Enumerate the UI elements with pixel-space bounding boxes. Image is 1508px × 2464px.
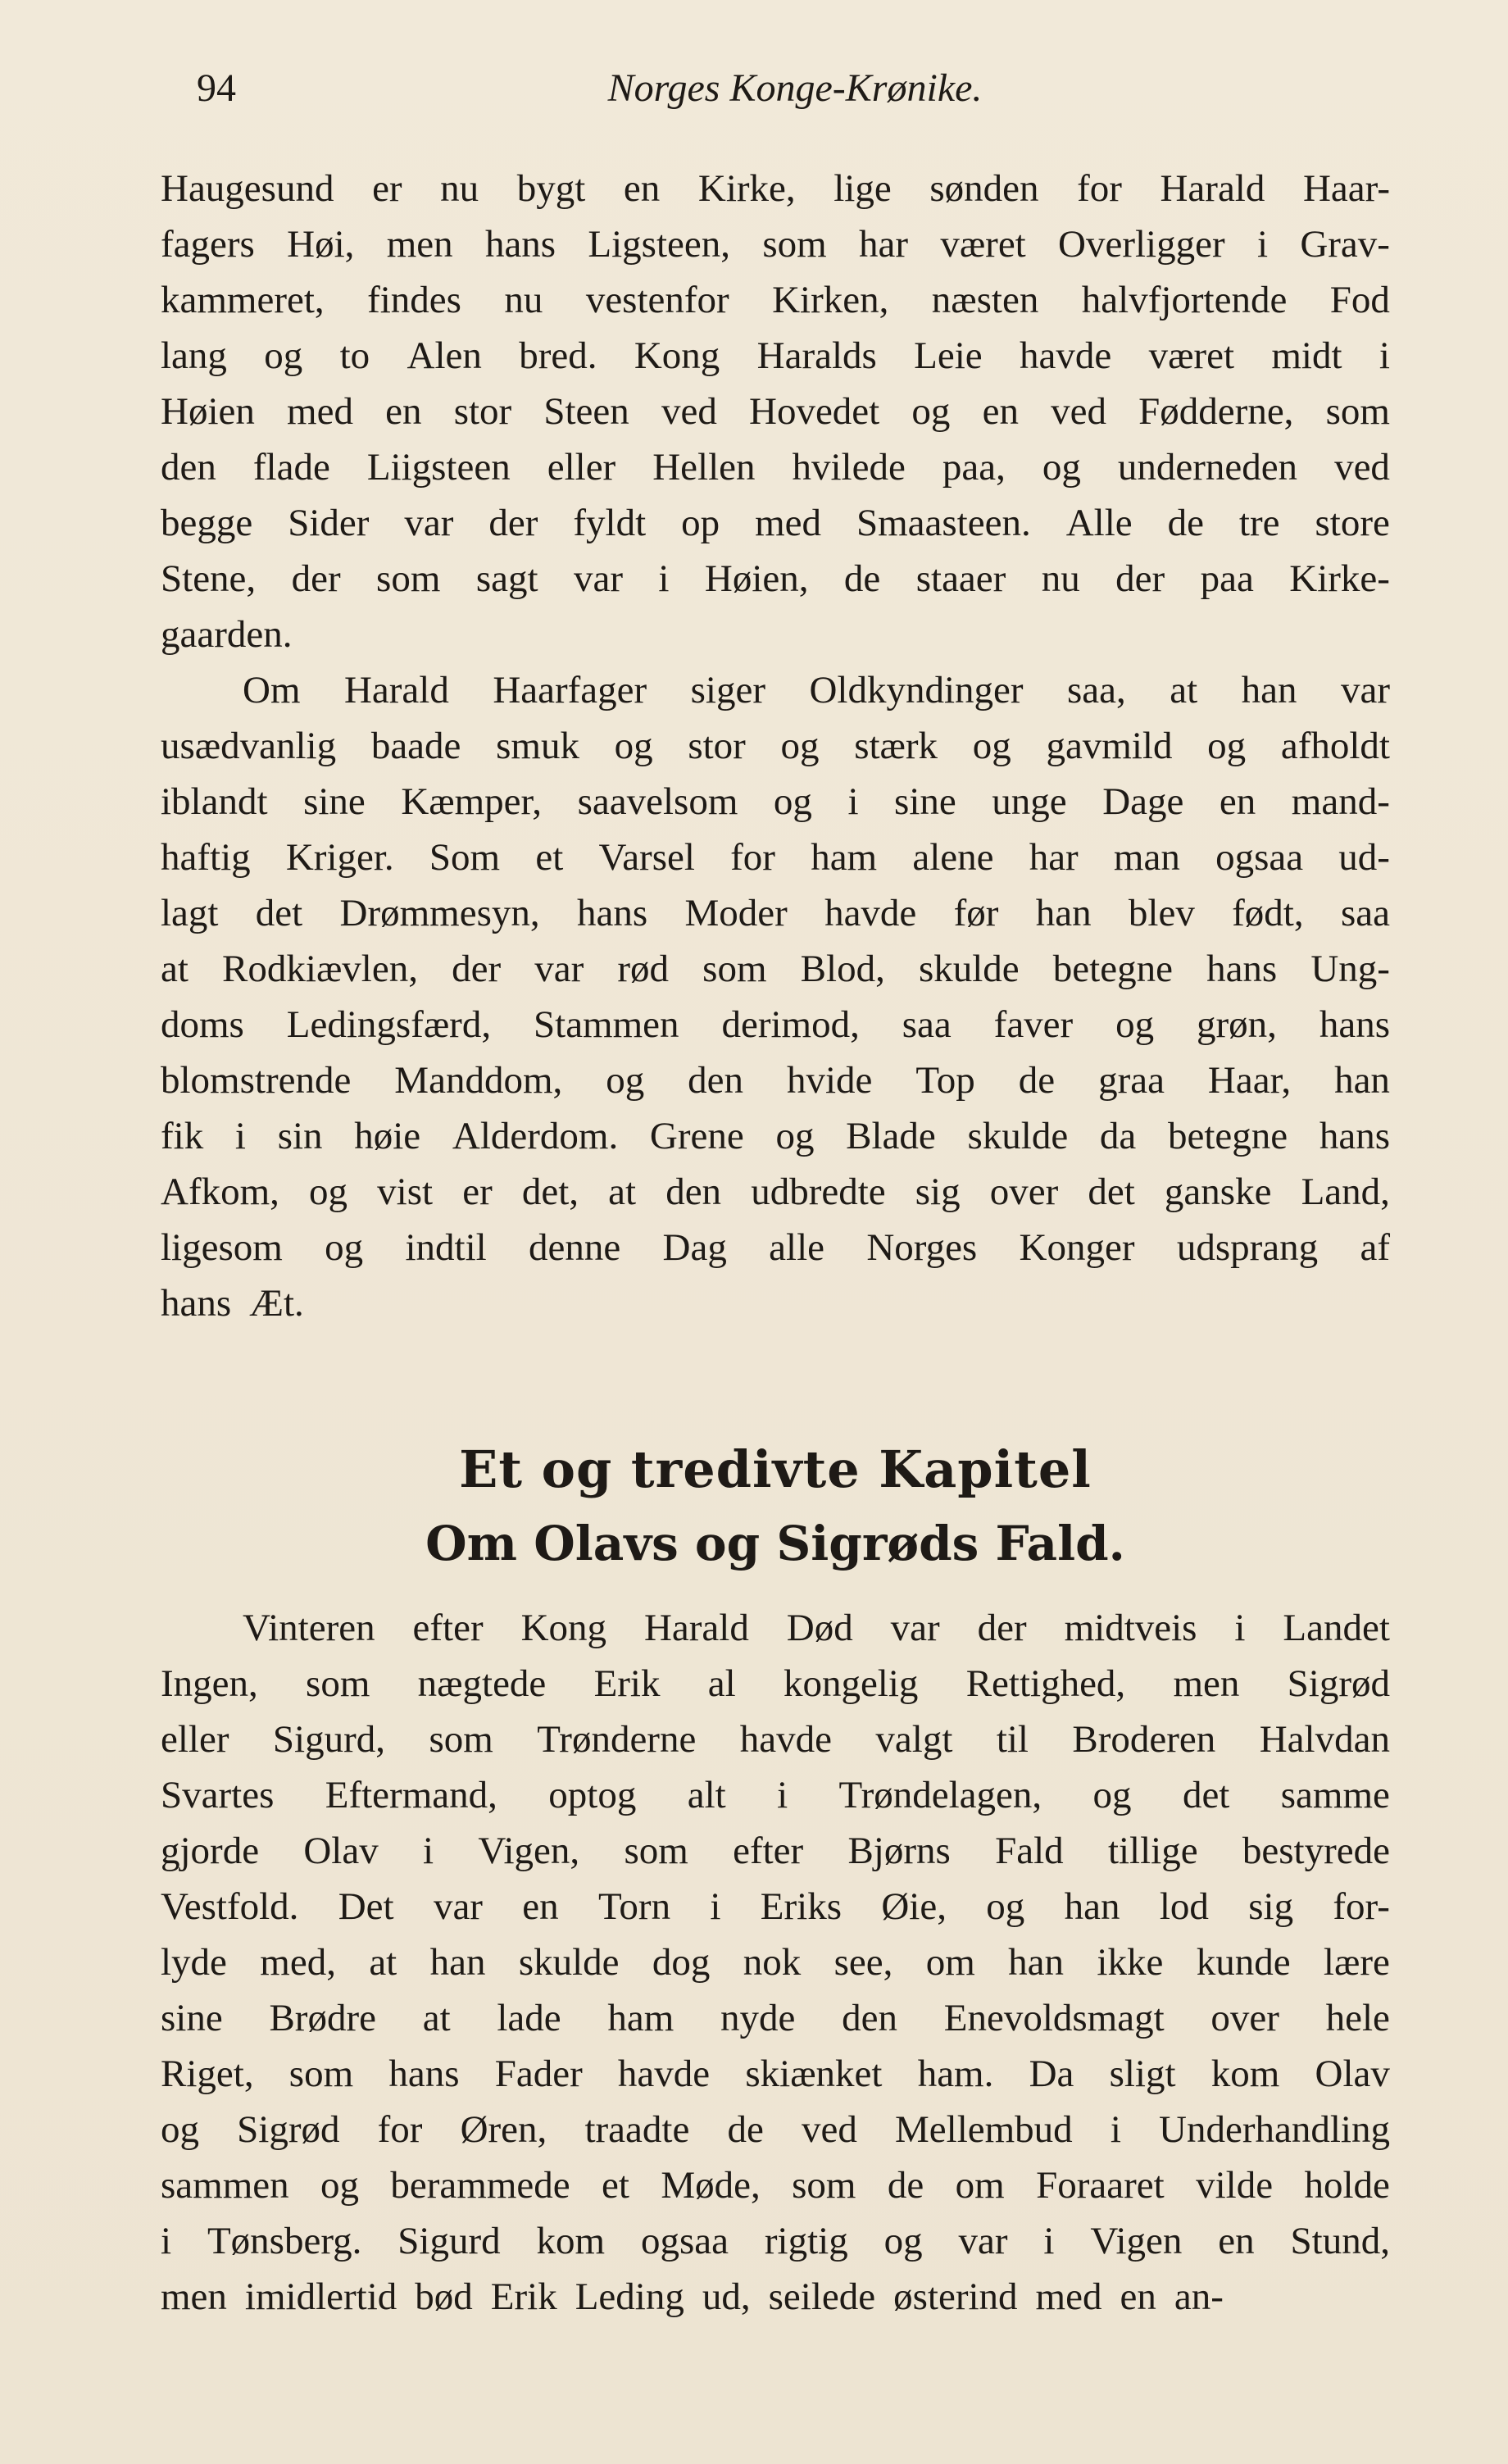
chapter-heading bbox=[161, 1433, 1390, 1580]
text-line: den flade Liigsteen eller Hellen hvilede paa, og underneden ved bbox=[161, 446, 1390, 489]
text-line: kammeret, findes nu vestenfor Kirken, næsten halvfjortende Fod bbox=[161, 279, 1390, 321]
text-line: Om Harald Haarfager siger Oldkyndinger saa, at han var bbox=[243, 669, 1390, 711]
text-line: gaarden. bbox=[161, 613, 293, 656]
text-line: Vinteren efter Kong Harald Død var der midtveis i Landet bbox=[243, 1607, 1390, 1649]
text-line: lagt det Drømmesyn, hans Moder havde før han blev født, saa bbox=[161, 892, 1390, 934]
text-line: gjorde Olav i Vigen, som efter Bjørns Fald tillige bestyrede bbox=[161, 1830, 1390, 1872]
chapter-title: Et og tredivte Kapitel bbox=[459, 1439, 1092, 1499]
text-line: usædvanlig baade smuk og stor og stærk og gavmild og afholdt bbox=[161, 725, 1390, 767]
text-line: Svartes Eftermand, optog alt i Trøndelagen, og det samme bbox=[161, 1774, 1390, 1816]
text-line: haftig Kriger. Som et Varsel for ham alene har man ogsaa ud- bbox=[161, 836, 1390, 879]
paragraph-haugesund bbox=[161, 161, 1390, 662]
text-line: og Sigrød for Øren, traadte de ved Mellembud i Underhandling bbox=[161, 2108, 1390, 2151]
text-line: fagers Høi, men hans Ligsteen, som har været Overligger i Grav- bbox=[161, 223, 1390, 266]
running-title: Norges Konge-Krønike. bbox=[607, 66, 983, 110]
text-line: Haugesund er nu bygt en Kirke, lige sønden for Harald Haar- bbox=[161, 167, 1390, 210]
chapter-subtitle: Om Olavs og Sigrøds Fald. bbox=[425, 1516, 1125, 1571]
text-line: Høien med en stor Steen ved Hovedet og en ved Fødderne, som bbox=[161, 390, 1390, 433]
paragraph-harald-haarfager bbox=[161, 662, 1390, 1331]
text-line: men imidlertid bød Erik Leding ud, seilede østerind med en an- bbox=[161, 2275, 1224, 2318]
text-line: at Rodkiævlen, der var rød som Blod, skulde betegne hans Ung- bbox=[161, 948, 1390, 990]
text-line: begge Sider var der fyldt op med Smaasteen. Alle de tre store bbox=[161, 502, 1390, 544]
text-line: Afkom, og vist er det, at den udbredte sig over det ganske Land, bbox=[161, 1171, 1390, 1213]
text-line: Ingen, som nægtede Erik al kongelig Rettighed, men Sigrød bbox=[161, 1662, 1390, 1705]
page-number: 94 bbox=[197, 66, 236, 110]
text-line: Stene, der som sagt var i Høien, de staaer nu der paa Kirke- bbox=[161, 557, 1390, 600]
text-line: eller Sigurd, som Trønderne havde valgt til Broderen Halvdan bbox=[161, 1718, 1390, 1761]
running-head bbox=[197, 66, 1393, 131]
text-line: iblandt sine Kæmper, saavelsom og i sine unge Dage en mand- bbox=[161, 780, 1390, 823]
text-line: sammen og berammede et Møde, som de om Foraaret vilde holde bbox=[161, 2164, 1390, 2207]
text-line: Vestfold. Det var en Torn i Eriks Øie, og han lod sig for- bbox=[161, 1885, 1390, 1928]
text-line: lyde med, at han skulde dog nok see, om han ikke kunde lære bbox=[161, 1941, 1390, 1984]
text-line: Riget, som hans Fader havde skiænket ham. Da sligt kom Olav bbox=[161, 2053, 1390, 2095]
text-line: lang og to Alen bred. Kong Haralds Leie havde været midt i bbox=[161, 334, 1390, 377]
text-line: blomstrende Manddom, og den hvide Top de graa Haar, han bbox=[161, 1059, 1390, 1102]
text-line: sine Brødre at lade ham nyde den Enevoldsmagt over hele bbox=[161, 1997, 1390, 2039]
text-line: doms Ledingsfærd, Stammen derimod, saa faver og grøn, hans bbox=[161, 1003, 1390, 1046]
text-line: ligesom og indtil denne Dag alle Norges Konger udsprang af bbox=[161, 1226, 1390, 1269]
paragraph-vinteren bbox=[161, 1600, 1390, 2325]
text-line: i Tønsberg. Sigurd kom ogsaa rigtig og var i Vigen en Stund, bbox=[161, 2220, 1390, 2262]
text-line: fik i sin høie Alderdom. Grene og Blade skulde da betegne hans bbox=[161, 1115, 1390, 1157]
text-line: hans Æt. bbox=[161, 1282, 304, 1325]
